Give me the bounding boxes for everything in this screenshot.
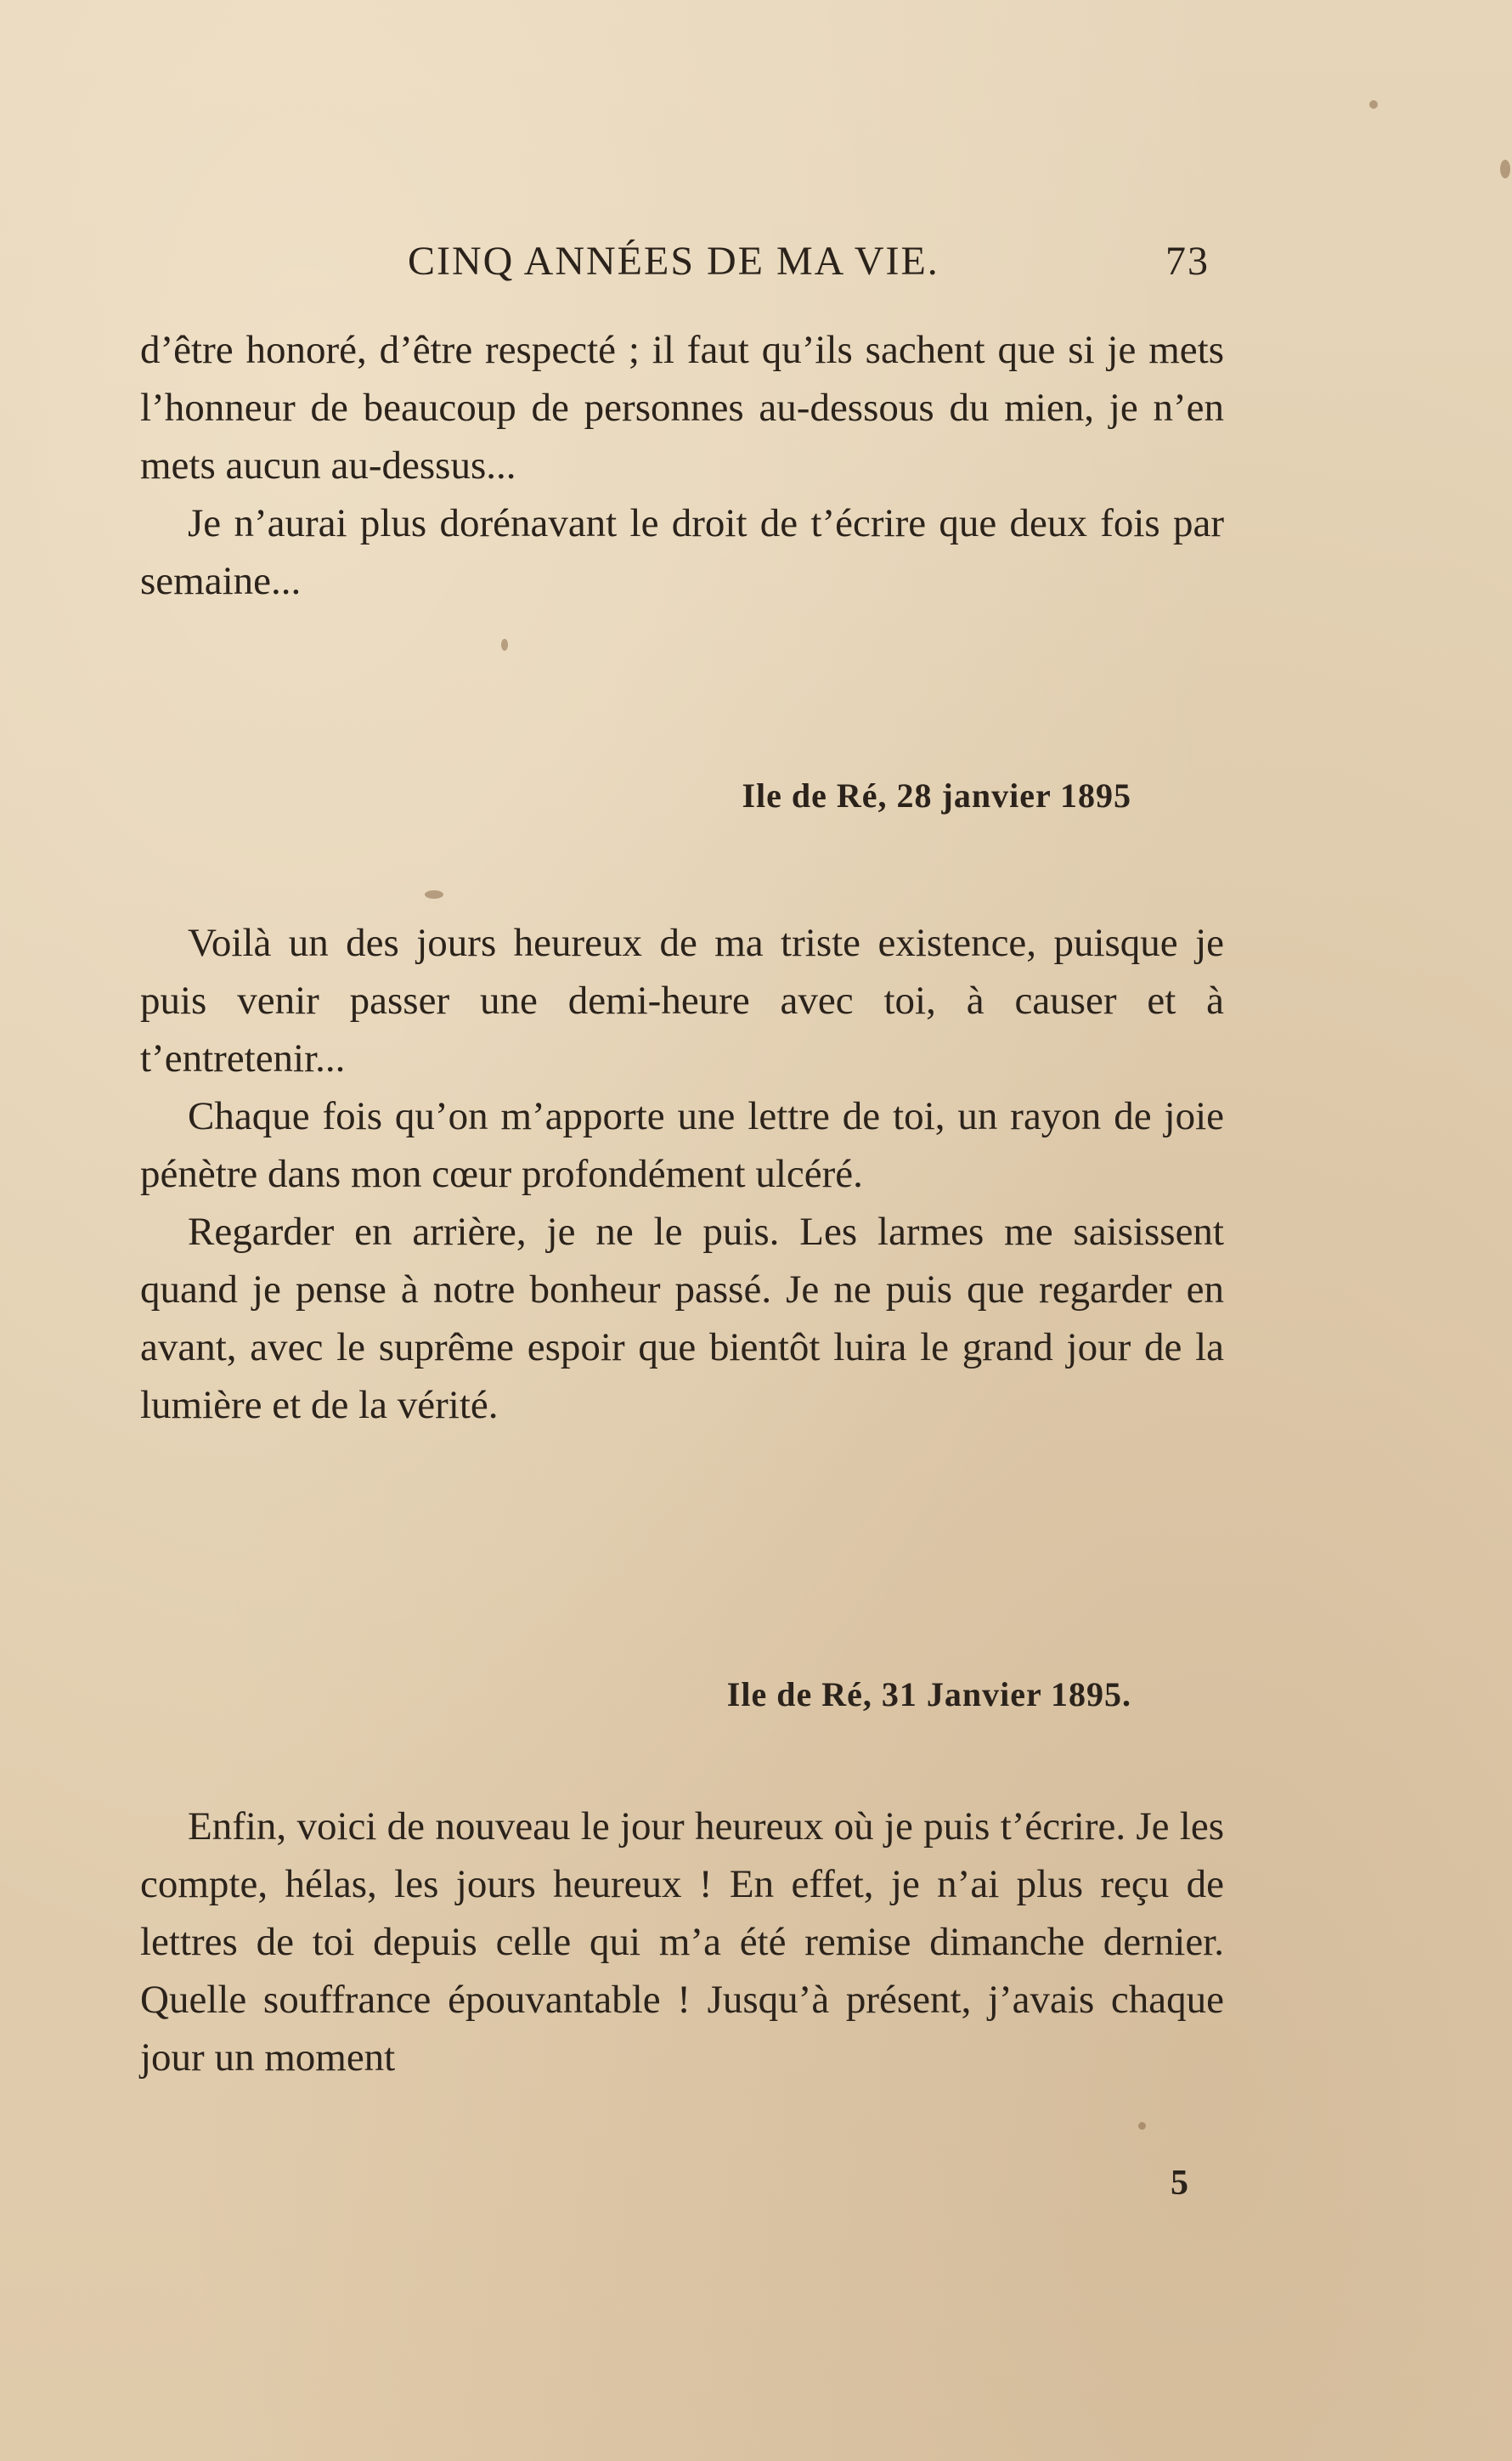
letter-1-body bbox=[140, 914, 1224, 1434]
paragraph: Je n’aurai plus dorénavant le droit de t’écrire que deux fois par semaine... bbox=[140, 501, 1224, 603]
continuation-text bbox=[140, 321, 1224, 610]
dateline-letter-1: Ile de Ré, 28 janvier 1895 bbox=[742, 776, 1131, 815]
foxing-spot bbox=[501, 639, 508, 651]
paragraph: Regarder en arrière, je ne le puis. Les larmes me saisissent quand je pense à notre bonheur passé. Je ne puis que regarder en avant, avec le suprême espoir que bientôt luira le grand jour de la lumière et de la vérité. bbox=[140, 1210, 1224, 1427]
running-head bbox=[399, 236, 1213, 287]
foxing-spot bbox=[1138, 2122, 1146, 2130]
running-title: CINQ ANNÉES DE MA VIE. bbox=[408, 239, 939, 284]
foxing-spot bbox=[1500, 160, 1510, 178]
signature-mark: 5 bbox=[1171, 2164, 1188, 2203]
paragraph: Voilà un des jours heureux de ma triste existence, puisque je puis venir passer une demi-heure avec toi, à causer et à t’entretenir... bbox=[140, 921, 1224, 1081]
letter-2-body bbox=[140, 1798, 1224, 2086]
paragraph: Enfin, voici de nouveau le jour heureux où je puis t’écrire. Je les compte, hélas, les jours heureux ! En effet, je n’ai plus reçu de lettres de toi depuis celle qui m’a été remise dimanche dernier. Quelle souffrance épouvantable ! Jusqu’à présent, j’avais chaque jour un moment bbox=[140, 1804, 1224, 2080]
paragraph: d’être honoré, d’être respecté ; il faut qu’ils sachent que si je mets l’honneur de beaucoup de personnes au-dessous du mien, je n’en mets aucun au-dessus... bbox=[140, 328, 1224, 488]
foxing-spot bbox=[425, 890, 443, 899]
paragraph: Chaque fois qu’on m’apporte une lettre de toi, un rayon de joie pénètre dans mon cœur profondément ulcéré. bbox=[140, 1094, 1224, 1196]
page-number: 73 bbox=[1165, 239, 1210, 284]
dateline-letter-2: Ile de Ré, 31 Janvier 1895. bbox=[726, 1675, 1131, 1713]
foxing-spot bbox=[1369, 100, 1378, 109]
